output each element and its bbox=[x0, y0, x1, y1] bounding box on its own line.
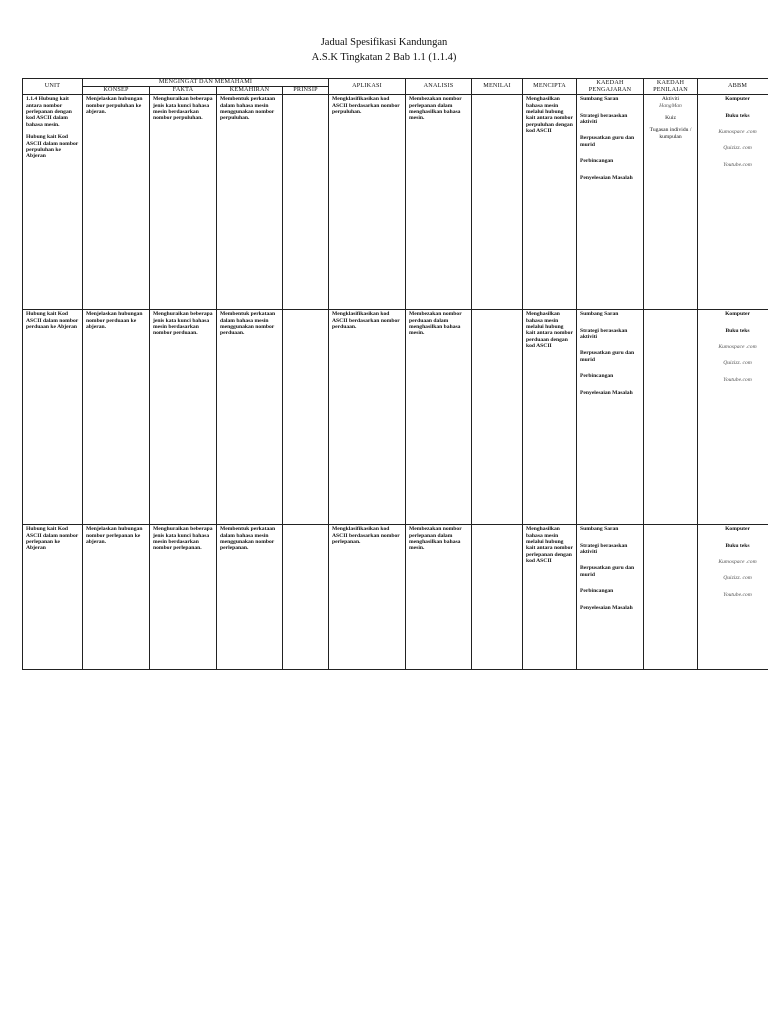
header-kemahiran: KEMAHIRAN bbox=[217, 87, 283, 95]
unit-text: Hubung kait Kod ASCII dalam nombor perduaan ke Abjeran bbox=[26, 311, 79, 330]
list-item: Komputer bbox=[725, 311, 750, 318]
cell-konsep: Menjelaskan hubungan nombor perduaan ke abjeran. bbox=[83, 310, 150, 525]
cell-fakta: Menghuraikan beberapa jenis kata kunci bahasa mesin berdasarkan nombor perpuluhan. bbox=[150, 95, 217, 310]
cell-prinsip bbox=[283, 310, 329, 525]
cell-kaedah-penilaian bbox=[644, 95, 698, 310]
list-item: Kumospace .com bbox=[718, 559, 757, 565]
list-item: Komputer bbox=[725, 96, 750, 103]
list-item: Youtube.com bbox=[723, 161, 752, 168]
cell-fakta: Menghuraikan beberapa jenis kata kunci bahasa mesin berdasarkan nombor perlepanan. bbox=[150, 525, 217, 670]
list-item: Penyelesaian Masalah bbox=[580, 174, 633, 181]
specification-table bbox=[22, 78, 768, 670]
cell-kaedah-pengajaran bbox=[577, 310, 644, 525]
list-item: HangMan bbox=[659, 102, 682, 109]
cell-analisis: Membezakan nombor perlepanan dalam menghasilkan bahasa mesin. bbox=[406, 525, 472, 670]
list-item: Strategi berasaskan aktiviti bbox=[580, 542, 628, 555]
header-kaedah-pengajaran: KAEDAH PENGAJARAN bbox=[577, 79, 644, 95]
list-item: Quizizz. com bbox=[723, 145, 752, 152]
list-item: Sumbang Saran bbox=[580, 311, 619, 318]
cell-mencipta: Menghasilkan bahasa mesin melalui hubung kait antara nombor perduaan dengan kod ASCII bbox=[523, 310, 577, 525]
document-subtitle: A.S.K Tingkatan 2 Bab 1.1 (1.1.4) bbox=[311, 52, 457, 63]
header-mengingat-memahami: MENGINGAT DAN MEMAHAMI bbox=[83, 79, 329, 87]
cell-aplikasi: Mengklasifikasikan kod ASCII berdasarkan nombor perlepanan. bbox=[329, 525, 406, 670]
header-kaedah-penilaian: KAEDAH PENILAIAN bbox=[644, 79, 698, 95]
list-item: Tugasan individu / kumpulan bbox=[649, 127, 692, 140]
cell-prinsip bbox=[283, 525, 329, 670]
header-unit: UNIT bbox=[23, 79, 83, 95]
cell-menilai bbox=[472, 95, 523, 310]
list-item: Berpusatkan guru dan murid bbox=[580, 135, 635, 148]
cell-kemahiran: Membentuk perkataan dalam bahasa mesin menggunakan nombor perpuluhan. bbox=[217, 95, 283, 310]
header-analisis: ANALISIS bbox=[406, 79, 472, 95]
cell-mencipta: Menghasilkan bahasa mesin melalui hubung kait antara nombor perpuluhan dengan kod ASCII bbox=[523, 95, 577, 310]
header-fakta: FAKTA bbox=[150, 87, 217, 95]
table-row bbox=[23, 95, 768, 310]
cell-abbm bbox=[698, 95, 768, 310]
cell-unit bbox=[23, 525, 83, 670]
cell-analisis: Membezakan nombor perlepanan dalam menghasilkan bahasa mesin. bbox=[406, 95, 472, 310]
cell-analisis: Membezakan nombor perduaan dalam menghasilkan bahasa mesin. bbox=[406, 310, 472, 525]
list-item: Perbincangan bbox=[580, 158, 614, 165]
list-item: Buku teks bbox=[725, 112, 750, 119]
unit-subtext: Hubung kait Kod ASCII dalam nombor perpuluhan ke Abjeran bbox=[26, 134, 79, 160]
cell-kaedah-penilaian bbox=[644, 310, 698, 525]
list-item: Kuiz bbox=[665, 115, 676, 121]
list-item: Aktiviti bbox=[661, 96, 680, 103]
cell-prinsip bbox=[283, 95, 329, 310]
cell-kaedah-pengajaran bbox=[577, 525, 644, 670]
header-prinsip: PRINSIP bbox=[283, 87, 329, 95]
list-item: Kumospace .com bbox=[718, 344, 757, 350]
table-row bbox=[23, 310, 768, 525]
list-item: Quizizz. com bbox=[723, 360, 752, 367]
cell-abbm bbox=[698, 525, 768, 670]
header-mencipta: MENCIPTA bbox=[523, 79, 577, 95]
header-menilai: MENILAI bbox=[472, 79, 523, 95]
document-title-block bbox=[0, 35, 768, 65]
list-item: Perbincangan bbox=[580, 588, 614, 595]
cell-menilai bbox=[472, 310, 523, 525]
cell-konsep: Menjelaskan hubungan nombor perpuluhan ke abjeran. bbox=[83, 95, 150, 310]
list-item: Sumbang Saran bbox=[580, 526, 619, 533]
list-item: Sumbang Saran bbox=[580, 96, 619, 103]
cell-unit bbox=[23, 95, 83, 310]
header-aplikasi: APLIKASI bbox=[329, 79, 406, 95]
cell-kemahiran: Membentuk perkataan dalam bahasa mesin menggunakan nombor perduaan. bbox=[217, 310, 283, 525]
list-item: Penyelesaian Masalah bbox=[580, 604, 633, 611]
list-item: Kumospace .com bbox=[718, 129, 757, 135]
unit-text: 1.1.4 Hubung kait antara nombor perlepanan dengan kod ASCII dalam bahasa mesin. bbox=[26, 96, 72, 128]
unit-text: Hubung kait Kod ASCII dalam nombor perlepanan ke Abjeran bbox=[26, 526, 79, 552]
list-item: Strategi berasaskan aktiviti bbox=[580, 112, 628, 125]
list-item: Berpusatkan guru dan murid bbox=[580, 350, 635, 363]
list-item: Quizizz. com bbox=[723, 575, 752, 582]
list-item: Komputer bbox=[725, 526, 750, 533]
header-abbm: ABBM bbox=[698, 79, 768, 95]
list-item: Buku teks bbox=[725, 327, 750, 334]
list-item: Youtube.com bbox=[723, 591, 752, 598]
list-item: Buku teks bbox=[725, 542, 750, 549]
cell-kaedah-penilaian bbox=[644, 525, 698, 670]
cell-konsep: Menjelaskan hubungan nombor perlepanan ke abjeran. bbox=[83, 525, 150, 670]
cell-unit bbox=[23, 310, 83, 525]
list-item: Strategi berasaskan aktiviti bbox=[580, 327, 628, 340]
cell-aplikasi: Mengklasifikasikan kod ASCII berdasarkan nombor perduaan. bbox=[329, 310, 406, 525]
cell-abbm bbox=[698, 310, 768, 525]
cell-aplikasi: Mengklasifikasikan kod ASCII berdasarkan nombor perpuluhan. bbox=[329, 95, 406, 310]
cell-kemahiran: Membentuk perkataan dalam bahasa mesin menggunakan nombor perlepanan. bbox=[217, 525, 283, 670]
list-item: Penyelesaian Masalah bbox=[580, 389, 633, 396]
header-konsep: KONSEP bbox=[83, 87, 150, 95]
table-row bbox=[23, 525, 768, 670]
list-item: Perbincangan bbox=[580, 373, 614, 380]
document-title: Jadual Spesifikasi Kandungan bbox=[320, 37, 448, 48]
cell-mencipta: Menghasilkan bahasa mesin melalui hubung kait antara nombor perlepanan dengan kod ASCII bbox=[523, 525, 577, 670]
cell-fakta: Menghuraikan beberapa jenis kata kunci bahasa mesin berdasarkan nombor perduaan. bbox=[150, 310, 217, 525]
list-item: Berpusatkan guru dan murid bbox=[580, 565, 635, 578]
cell-menilai bbox=[472, 525, 523, 670]
list-item: Youtube.com bbox=[723, 376, 752, 383]
cell-kaedah-pengajaran bbox=[577, 95, 644, 310]
